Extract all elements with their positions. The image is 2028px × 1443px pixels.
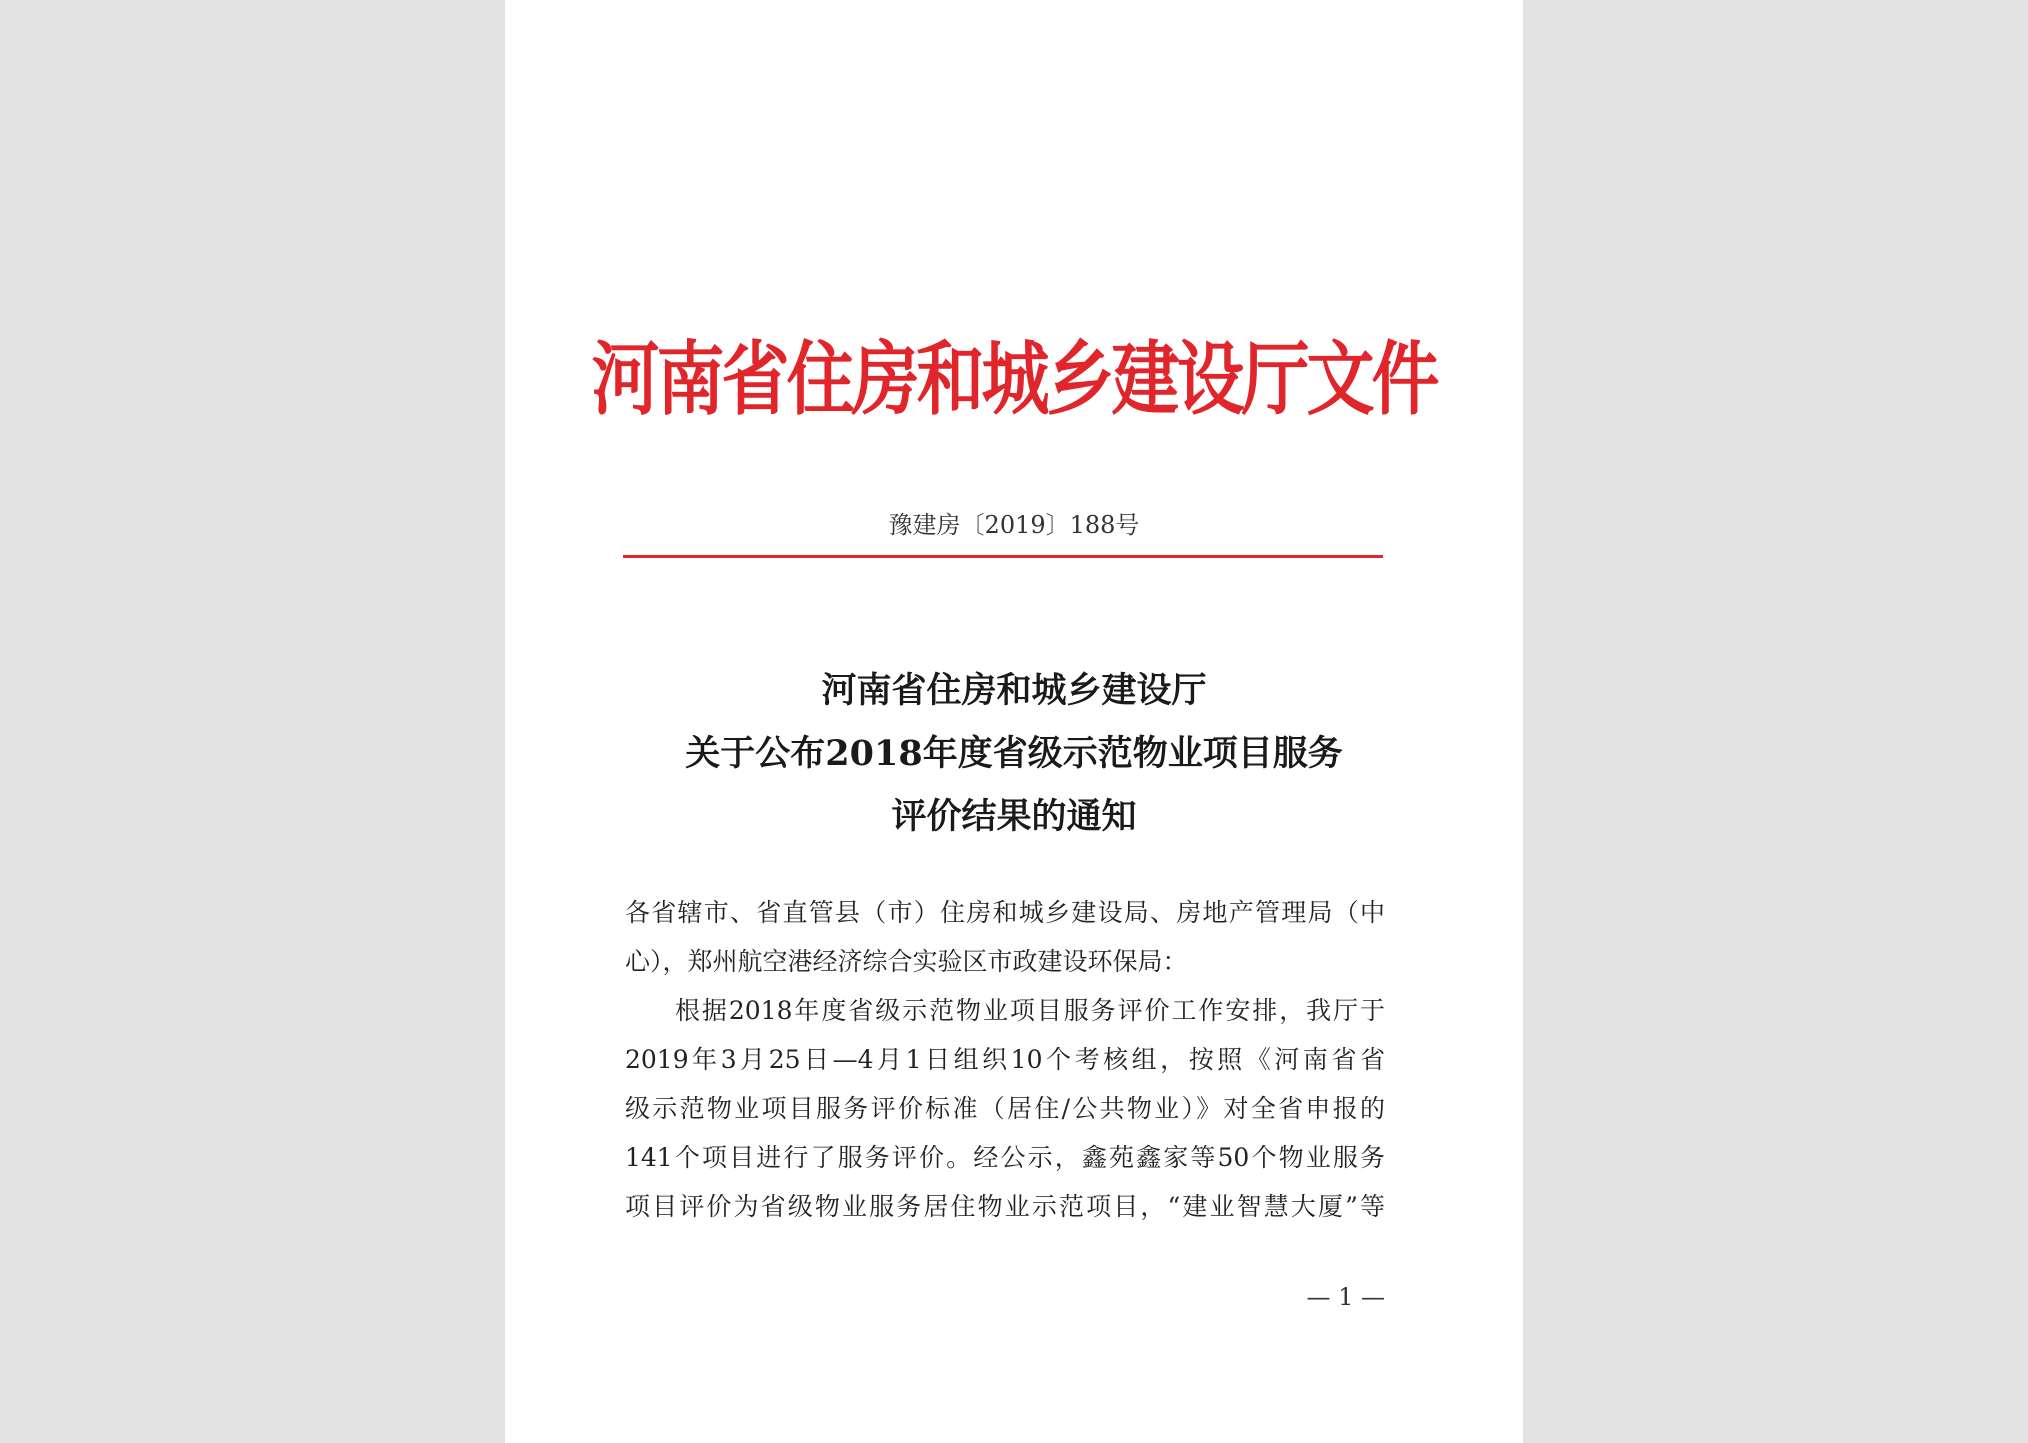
document-number: 豫建房〔2019〕188号	[888, 511, 1140, 539]
title-line: 河南省住房和城乡建设厅	[821, 670, 1207, 711]
paragraph-line: 根据2018年度省级示范物业项目服务评价工作安排，我厅于	[675, 996, 1385, 1025]
masthead-title: 河南省住房和城乡建设厅文件	[591, 333, 1437, 428]
notice-body	[625, 888, 1385, 1231]
paragraph-line: 141个项目进行了服务评价。经公示，鑫苑鑫家等50个物业服务	[625, 1143, 1385, 1172]
red-divider-line	[623, 555, 1383, 558]
title-line: 评价结果的通知	[891, 796, 1137, 837]
paragraph-line: 项目评价为省级物业服务居住物业示范项目，“建业智慧大厦”等	[625, 1192, 1385, 1221]
document-page	[505, 0, 1523, 1443]
paragraph-line: 2019年3月25日—4月1日组织10个考核组，按照《河南省省	[625, 1045, 1385, 1074]
page-number: — 1 —	[1306, 1283, 1385, 1311]
addressee-line: 心），郑州航空港经济综合实验区市政建设环保局：	[625, 947, 1188, 976]
notice-title	[505, 659, 1523, 848]
title-line: 关于公布2018年度省级示范物业项目服务	[685, 733, 1343, 774]
addressee-line: 各省辖市、省直管县（市）住房和城乡建设局、房地产管理局（中	[625, 898, 1385, 927]
paragraph-line: 级示范物业项目服务评价标准（居住/公共物业）》对全省申报的	[625, 1094, 1385, 1123]
